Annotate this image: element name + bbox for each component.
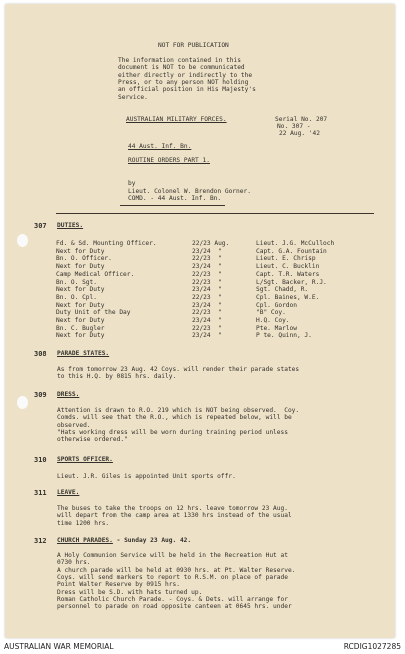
duty-row (56, 255, 376, 262)
section-title-parade: PARADE STATES. (57, 350, 110, 357)
section-title-sports: SPORTS OFFICER. (57, 456, 113, 463)
body-line: The buses to take the troops on 12 hrs. leave tomorrow 23 Aug. (57, 505, 288, 512)
duty-date: 23/24 " (192, 263, 222, 271)
section-number-leave: 311 (34, 489, 47, 497)
order-date: 22 Aug. '42 (279, 130, 320, 137)
duty-role: Next for Duty (56, 247, 105, 255)
duty-role: Next for Duty (56, 263, 105, 271)
duty-row (56, 286, 376, 293)
order-number: No. 307 - (277, 123, 311, 130)
duty-date: 22/23 " (192, 324, 222, 332)
duty-date: 23/24 " (192, 332, 222, 340)
duty-role: Next for Duty (56, 301, 105, 309)
commanding-officer: Lieut. Colonel W. Brendon Gorner. (128, 188, 251, 195)
duty-role: Bn. O. Sgt. (56, 278, 97, 286)
body-line: Roman Catholic Church Parade. - Coys. & Dets. will arrange for (57, 595, 288, 603)
duty-date: 22/23 " (192, 309, 222, 317)
duty-role: Bn. C. Bugler (56, 324, 105, 332)
duty-assignee: Cpl. Baines, W.E. (256, 293, 320, 301)
duty-assignee: Pte. Marlow (256, 324, 297, 332)
section-title-church (57, 537, 191, 544)
body-line: to this H.Q. by 0815 hrs. daily. (57, 373, 177, 381)
notice-line: Service. (118, 93, 148, 101)
duty-date: 23/24 " (192, 317, 222, 324)
duty-row (56, 309, 376, 316)
body-line: Coys. will send markers to report to R.S.M. on place of parade (57, 573, 288, 581)
duty-date: 23/24 " (192, 247, 222, 255)
unit-name: 44 Aust. Inf. Bn. (128, 143, 192, 150)
duty-date: 22/23 Aug. (192, 240, 230, 247)
duty-role: Next for Duty (56, 317, 105, 324)
section-number-church: 312 (34, 537, 47, 545)
notice-line: The information contained in this (118, 57, 241, 64)
body-line: will depart from the camp area at 1330 hrs instead of the usual (57, 512, 292, 520)
duty-assignee: Lieut. J.G. McCulloch (256, 240, 335, 247)
duty-date: 22/23 " (192, 278, 222, 286)
punch-hole-top (17, 234, 28, 247)
duty-assignee: Sgt. Chadd, R. (256, 286, 309, 294)
command-line: COMD. - 44 Aust. Inf. Bn. (128, 195, 222, 202)
section-number-dress: 309 (34, 391, 47, 399)
header-rule-long (56, 213, 374, 214)
body-line: A Holy Communion Service will be held in the Recreation Hut at (57, 552, 288, 559)
duty-row (56, 332, 376, 339)
duty-assignee: L/Sgt. Backer, R.J. (256, 278, 327, 286)
duty-assignee: Capt. T.R. Waters (256, 270, 320, 278)
section-number-sports: 310 (34, 456, 47, 464)
duty-date: 23/24 " (192, 286, 222, 294)
body-line: 0730 hrs. (57, 559, 91, 567)
duty-date: 22/23 " (192, 270, 222, 278)
serial-number: Serial No. 207 (275, 116, 328, 123)
duty-date: 22/23 " (192, 293, 222, 301)
notice-line: document is NOT to be communicated (118, 64, 245, 72)
section-title-leave: LEAVE. (57, 489, 80, 496)
footer-source: AUSTRALIAN WAR MEMORIAL (4, 642, 114, 651)
body-line: personnel to parade on road opposite canteen at 0645 hrs. under (57, 603, 292, 611)
body-line: time 1200 hrs. (57, 519, 110, 527)
footer-reference: RCDIG1027285 (343, 642, 401, 651)
body-line: Lieut. J.R. Giles is appointed Unit sports offr. (57, 473, 236, 480)
by-label: by (128, 180, 136, 187)
body-line: Attention is drawn to R.O. 219 which is NOT being observed. Coy. (57, 407, 300, 414)
duty-row (56, 279, 376, 286)
duty-row (56, 317, 376, 324)
orders-title: ROUTINE ORDERS PART 1. (128, 157, 210, 164)
body-line: Point Walter Reserve by 0915 hrs. (57, 581, 180, 589)
section-title-duties: DUTIES. (57, 222, 84, 229)
section-number-duties: 307 (34, 222, 47, 230)
duty-row (56, 302, 376, 309)
duty-role: Fd. & Sd. Mounting Officer. (56, 240, 157, 247)
header-rule-short (120, 205, 225, 206)
duty-date: 23/24 " (192, 301, 222, 309)
section-number-parade: 308 (34, 350, 47, 358)
duty-role: Bn. O. Officer. (56, 255, 112, 263)
duty-role: Bn. O. Cpl. (56, 293, 97, 301)
body-line: A church parade will be held at 0930 hrs. at Pt. Walter Reserve. (57, 566, 296, 574)
body-line: Dress will be S.D. with hats turned up. (57, 588, 203, 596)
church-title-text: CHURCH PARADES. (57, 537, 113, 544)
duty-role: Next for Duty (56, 332, 105, 340)
duty-role: Duty Unit of the Day (56, 309, 131, 317)
duty-assignee: Capt. G.A. Fountain (256, 247, 327, 255)
title: NOT FOR PUBLICATION (158, 42, 229, 49)
section-title-dress: DRESS. (57, 391, 80, 398)
body-line: As from tomorrow 23 Aug. 42 Coys. will render their parade states (57, 366, 300, 373)
duty-row (56, 263, 376, 270)
body-line: "Hats working dress will be worn during training period unless (57, 428, 288, 436)
force-heading: AUSTRALIAN MILITARY FORCES. (126, 116, 227, 123)
notice-line: an official position in His Majesty's (118, 86, 256, 94)
body-line: otherwise ordered." (57, 436, 128, 444)
duty-assignee: H.Q. Coy. (256, 317, 290, 324)
duty-date: 22/23 " (192, 255, 222, 263)
duty-assignee: P te. Quinn, J. (256, 332, 312, 340)
duty-role: Camp Medical Officer. (56, 270, 135, 278)
duty-row (56, 248, 376, 255)
duty-row (56, 240, 376, 247)
duty-assignee: Lieut. E. Chrisp (256, 255, 316, 263)
duty-row (56, 294, 376, 301)
duty-role: Next for Duty (56, 286, 105, 294)
punch-hole-bottom (17, 396, 28, 409)
duty-row (56, 325, 376, 332)
notice-line: Press, or to any person NOT holding (118, 78, 249, 86)
church-title-suffix: - Sunday 23 Aug. 42. (112, 537, 192, 544)
duty-assignee: Lieut. C. Bucklin (256, 263, 320, 271)
body-line: observed. (57, 421, 91, 429)
duty-row (56, 271, 376, 278)
notice-line: either directly or indirectly to the (118, 71, 253, 79)
duty-assignee: "B" Coy. (256, 309, 286, 317)
duty-assignee: Cpl. Gordon (256, 301, 297, 309)
body-line: Comds. will see that the R.O., which is repeated below, will be (57, 414, 292, 422)
